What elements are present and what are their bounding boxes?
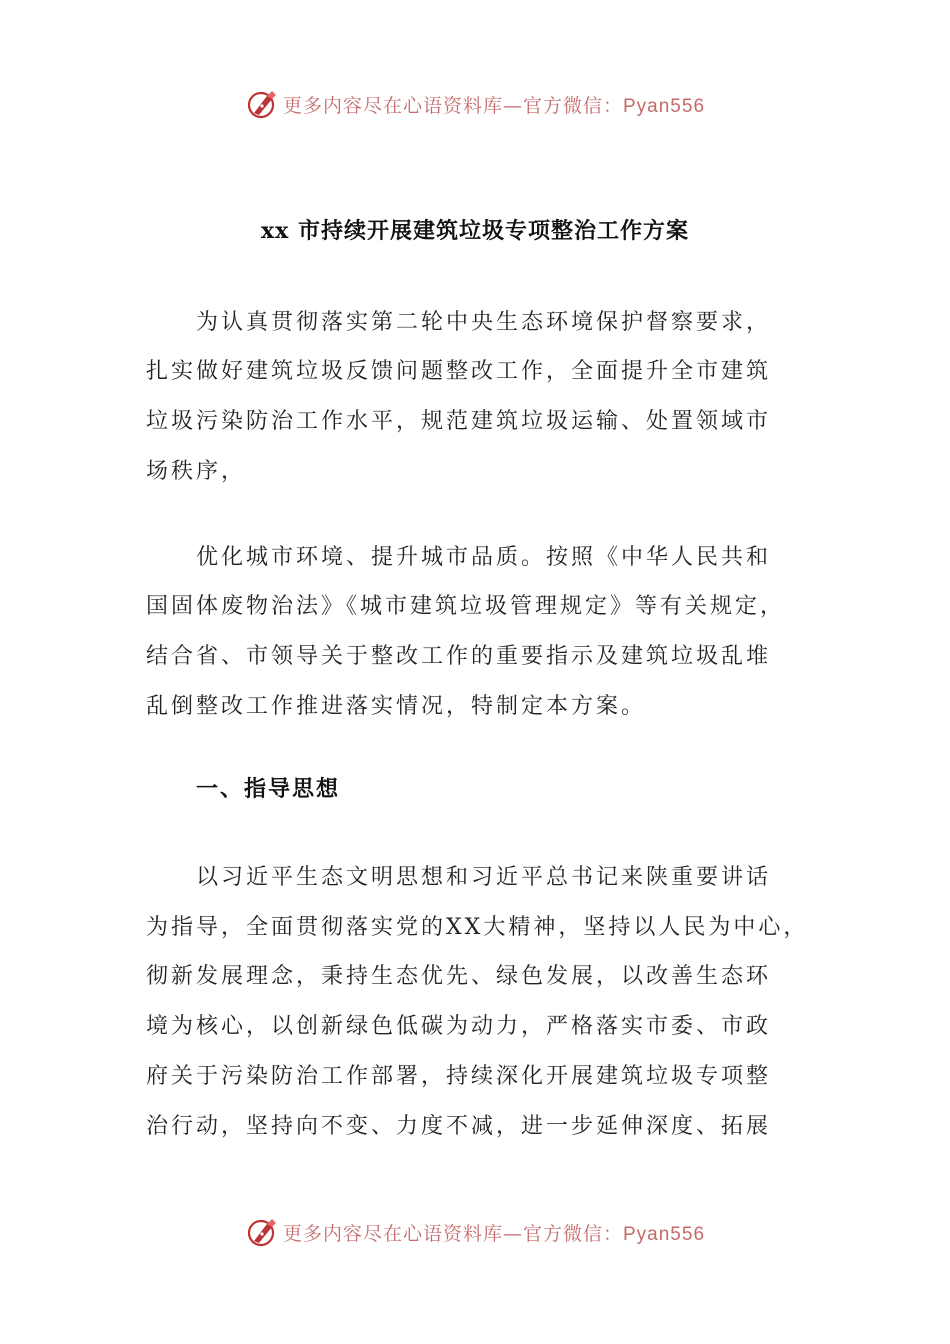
paragraph-line: 府关于污染防治工作部署，持续深化开展建筑垃圾专项整: [146, 1064, 772, 1089]
paragraph-line: 为认真贯彻落实第二轮中央生态环境保护督察要求，: [196, 310, 772, 335]
watermark-wechat-id: Pyan556: [623, 1223, 706, 1245]
paragraph-line: 国固体废物治法》《城市建筑垃圾管理规定》等有关规定，: [146, 594, 786, 619]
paragraph-line: 场秩序，: [146, 459, 247, 484]
paragraph-line: 以习近平生态文明思想和习近平总书记来陕重要讲话: [196, 865, 772, 890]
section-heading: 一、指导思想: [196, 776, 341, 802]
paragraph-line: 彻新发展理念，秉持生态优先、绿色发展，以改善生态环: [146, 964, 772, 989]
paragraph-line: 境为核心，以创新绿色低碳为动力，严格落实市委、市政: [146, 1014, 772, 1039]
paragraph-line: 乱倒整改工作推进落实情况，特制定本方案。: [146, 694, 647, 719]
watermark-main-text: 更多内容尽在心语资料库: [282, 94, 503, 117]
pen-nib-circle-icon: [245, 87, 279, 121]
watermark-wechat-label: 官方微信：: [522, 1222, 623, 1245]
paragraph-line: 治行动，坚持向不变、力度不减，进一步延伸深度、拓展: [146, 1114, 772, 1139]
paragraph-line: 扎实做好建筑垃圾反馈问题整改工作，全面提升全市建筑: [146, 359, 772, 384]
paragraph-line: 为指导，全面贯彻落实党的XX大精神，坚持以人民为中心，: [146, 915, 809, 940]
watermark-wechat-id: Pyan556: [623, 95, 706, 117]
pen-nib-circle-icon: [245, 1215, 279, 1249]
watermark-text: [283, 91, 705, 118]
paragraph-line: 结合省、市领导关于整改工作的重要指示及建筑垃圾乱堆: [146, 644, 772, 669]
watermark-text: [283, 1219, 705, 1246]
paragraph-line: 优化城市环境、提升城市品质。按照《中华人民共和: [196, 545, 772, 570]
watermark-separator: —: [502, 1222, 523, 1245]
header-watermark-banner: [0, 84, 950, 124]
paragraph-line: 垃圾污染防治工作水平，规范建筑垃圾运输、处置领域市: [146, 409, 772, 434]
watermark-separator: —: [502, 94, 523, 117]
footer-watermark-banner: [0, 1212, 950, 1252]
watermark-wechat-label: 官方微信：: [522, 94, 623, 117]
document-title: xx 市持续开展建筑垃圾专项整治工作方案: [261, 218, 689, 244]
watermark-main-text: 更多内容尽在心语资料库: [282, 1222, 503, 1245]
